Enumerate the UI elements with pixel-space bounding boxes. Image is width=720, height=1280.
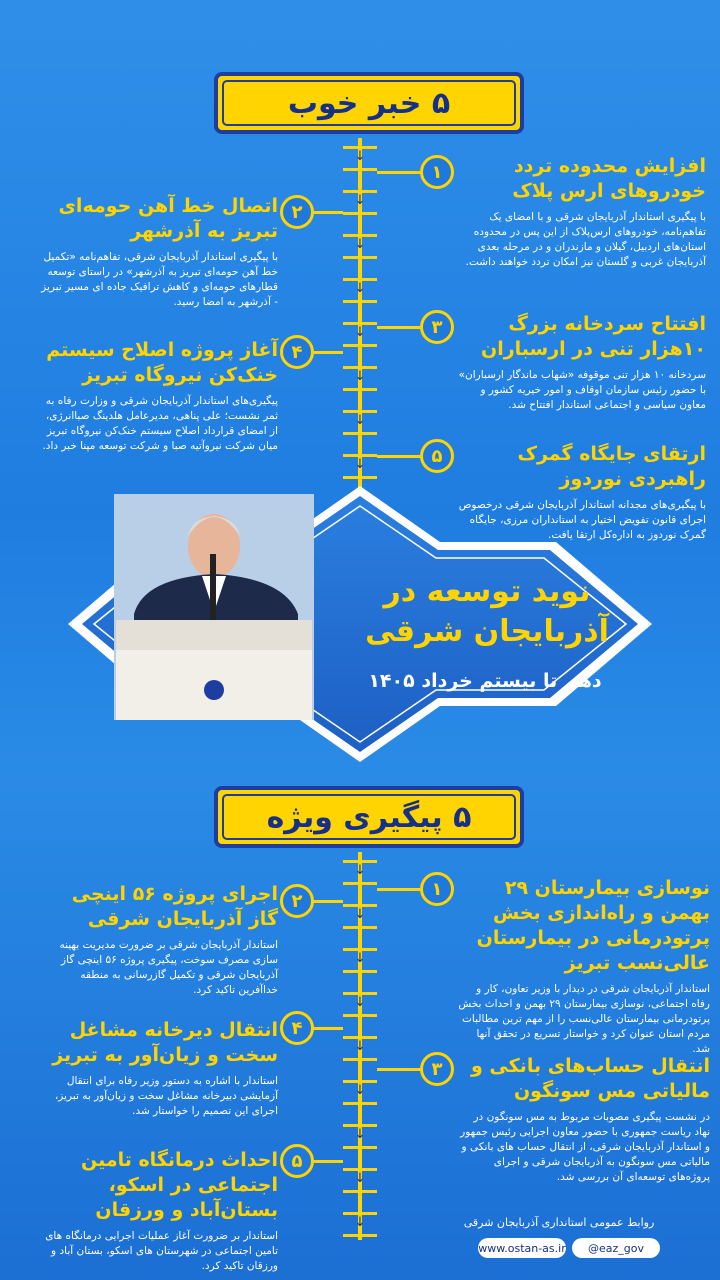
down-arrow-icon: ↓: [354, 413, 366, 428]
followup-item-3-title: انتقال حساب‌های بانکی و مالیاتی مس سونگون: [470, 1055, 710, 1102]
news-item-2-body: با پیگیری استاندار آذربایجان شرقی، تفاهم‌نامه «تکمیل خط آهن حومه‌ای تبریز به آذرشهر» در راستای توسعه قطارهای حومه‌ای و کاهش ترافیک جاده ای مسیر تبریز - آذرشهر به امضا رسید.: [41, 251, 278, 308]
banner-headline-2: آذربایجان شرقی: [365, 614, 609, 649]
followup-item-3: [458, 1054, 710, 1185]
followup-item-4-title: انتقال دیرخانه مشاغل سخت و زیان‌آور به تبریز: [52, 1019, 278, 1066]
spine-rung: [343, 1102, 377, 1105]
followup-item-4-body: استاندار با اشاره به دستور وزیر رفاه برای انتقال آزمایشی دبیرخانه مشاغل سخت و زیان‌آور به تبریز، اجرای این تصمیم را خواستار شد.: [54, 1075, 278, 1117]
news-item-1-title: افزایش محدوده تردد خودروهای ارس پلاک: [512, 155, 706, 202]
followup-item-2: [40, 882, 278, 998]
number-badge-s2-2: ۲: [280, 884, 314, 918]
section2-title: ۵ پیگیری ویژه: [266, 799, 472, 835]
banner-headline-1: نوید توسعه در: [383, 574, 591, 609]
down-arrow-icon: ↓: [354, 951, 366, 966]
news-item-4: [40, 338, 278, 454]
news-item-2-title: اتصال خط آهن حومه‌ای تبریز به آذرشهر: [58, 195, 278, 242]
spine-rung: [343, 1146, 377, 1149]
number-badge-2: ۲: [280, 195, 314, 229]
news-item-1: [458, 154, 706, 270]
down-arrow-icon: ↓: [354, 325, 366, 340]
spine-rung: [343, 212, 377, 215]
number-badge-1: ۱: [420, 155, 454, 189]
followup-item-1: [458, 876, 710, 1057]
news-item-4-title: آغاز پروژه اصلاح سیستم خنک‌کن نیروگاه تبریز: [46, 339, 278, 386]
connector-s2-3: [377, 1068, 423, 1071]
down-arrow-icon: ↓: [354, 457, 366, 472]
down-arrow-icon: ↓: [354, 1215, 366, 1230]
followup-item-4: [40, 1018, 278, 1119]
section1-title: ۵ خبر خوب: [287, 85, 451, 121]
down-arrow-icon: ↓: [354, 193, 366, 208]
spine-rung: [343, 1190, 377, 1193]
spine-rung: [343, 1058, 377, 1061]
down-arrow-icon: ↓: [354, 1039, 366, 1054]
down-arrow-icon: ↓: [354, 1171, 366, 1186]
down-arrow-icon: ↓: [354, 1083, 366, 1098]
news-item-4-body: پیگیری‌های استاندار آذربایجان شرقی و وزارت رفاه به ثمر نشست؛ علی پناهی، مدیرعامل هلدینگ صباانرژی، از امضای قرارداد اصلاح سیستم خنک‌کن نیروگاه تبریز میان شرکت نیروآتیه صبا و شرکت توسعه مپنا خبر داد.: [42, 395, 278, 452]
connector-5: [377, 455, 423, 458]
number-badge-s2-5: ۵: [280, 1144, 314, 1178]
banner-date: دهم تا بیستم خرداد ۱۴۰۵: [368, 670, 602, 692]
followup-item-1-title: نوسازی بیمارستان ۲۹ بهمن و راه‌اندازی بخش پرتودرمانی در بیمارستان عالی‌نسب تبریز: [476, 877, 710, 974]
timeline-spine-2: [343, 852, 377, 1240]
social-handle: @eaz_gov: [587, 1241, 644, 1255]
news-item-5-body: با پیگیری‌های مجدانه استاندار آذربایجان شرقی درخصوص اجرای قانون تفویض اختیار به استانداران مرزی، جایگاه گمرک نوردوز به اداره‌کل ارتقا یافت.: [458, 499, 706, 541]
followup-item-1-body: استاندار آذربایجان شرقی در دیدار با وزیر تعاون، کار و رفاه اجتماعی، نوسازی بیمارستان ۲۹ بهمن و احداث بخش پرتودرمانی بیمارستان عالی‌نسب را از مهم ترین مطالبات مردم استان عنوان کرد و خواستار تسریع در تحقق آنها شد.: [458, 983, 710, 1055]
social-handle-link[interactable]: [572, 1238, 660, 1258]
connector-1: [377, 171, 423, 174]
spine-rung: [343, 300, 377, 303]
footer-organization: روابط عمومی استانداری آذربایجان شرقی: [463, 1216, 655, 1229]
website-link[interactable]: www.ostan-as.ir: [478, 1238, 566, 1258]
spine-rung: [343, 168, 377, 171]
spine-rung: [343, 1014, 377, 1017]
section1-title-box: [214, 72, 524, 134]
spine-rung: [343, 882, 377, 885]
spine-rung: [343, 970, 377, 973]
down-arrow-icon: ↓: [354, 995, 366, 1010]
number-badge-5: ۵: [420, 439, 454, 473]
number-badge-3: ۳: [420, 310, 454, 344]
section2-title-box: [214, 786, 524, 848]
number-badge-4: ۴: [280, 335, 314, 369]
news-item-1-body: با پیگیری استاندار آذربایجان شرقی و با امضای یک تفاهم‌نامه، خودروهای ارس‌پلاک از این پس در محدوده استان‌های اردبیل، گیلان و مازندران و در مرحله بعدی آذربایجان غربی و گلستان نیز امکان تردد خواهند داشت.: [465, 211, 706, 268]
down-arrow-icon: ↓: [354, 907, 366, 922]
connector-3: [377, 326, 423, 329]
followup-item-5-title: احداث درمانگاه تامین اجتماعی در اسکو، بستان‌آباد و ورزقان: [80, 1149, 278, 1221]
news-item-2: [40, 194, 278, 310]
spine-rung: [343, 388, 377, 391]
speaker-photo: [114, 494, 314, 720]
connector-s2-1: [377, 888, 423, 891]
spine-rung: [343, 432, 377, 435]
spine-rung: [343, 1234, 377, 1237]
spine-rung: [343, 256, 377, 259]
followup-item-3-body: در نشست پیگیری مصوبات مربوط به مس سونگون در نهاد ریاست جمهوری با حضور معاون اجرایی رئیس جمهور و استاندار آذربایجان شرقی، از انتقال حساب های بانکی و مالیاتی مس سونگون به آذربایجان شرقی و اجرای پروژه‌های توسعه‌ای آن بررسی شد.: [460, 1111, 710, 1183]
followup-item-2-title: اجرای پروژه ۵۶ اینچی گاز آذربایجان شرقی: [71, 883, 278, 930]
number-badge-s2-4: ۴: [280, 1011, 314, 1045]
followup-item-5: [40, 1148, 278, 1274]
spine-rung: [343, 476, 377, 479]
timeline-spine-1: [343, 138, 377, 500]
followup-item-2-body: استاندار آذربایجان شرقی بر ضرورت مدیریت بهینه سازی مصرف سوخت، پیگیری پروژه ۵۶ اینچی گاز آذربایجان شرقی و تکمیل گازرسانی به منطقه خداآفرین تاکید کرد.: [59, 939, 278, 996]
down-arrow-icon: ↓: [354, 863, 366, 878]
spine-rung: [343, 926, 377, 929]
down-arrow-icon: ↓: [354, 149, 366, 164]
down-arrow-icon: ↓: [354, 369, 366, 384]
news-item-3-title: افتتاح سردخانه بزرگ ۱۰هزار تنی در ارسباران: [481, 313, 706, 360]
followup-item-5-body: استاندار بر ضرورت آغاز عملیات اجرایی درمانگاه های تامین اجتماعی در شهرستان های اسکو، بستان آباد و ورزقان تاکید کرد.: [45, 1230, 278, 1272]
news-item-3-body: سردخانه ۱۰ هزار تنی موقوفه «شهاب ماندگار ارسباران» با حضور رئیس سازمان اوقاف و امور خیریه کشور و معاون سیاسی و اجتماعی استاندار افتتاح شد.: [458, 369, 706, 411]
number-badge-s2-3: ۳: [420, 1052, 454, 1086]
spine-rung: [343, 344, 377, 347]
news-item-3: [458, 312, 706, 413]
down-arrow-icon: ↓: [354, 237, 366, 252]
number-badge-s2-1: ۱: [420, 872, 454, 906]
down-arrow-icon: ↓: [354, 281, 366, 296]
news-item-5-title: ارتقای جایگاه گمرک راهبردی نوردوز: [517, 443, 706, 490]
down-arrow-icon: ↓: [354, 1127, 366, 1142]
